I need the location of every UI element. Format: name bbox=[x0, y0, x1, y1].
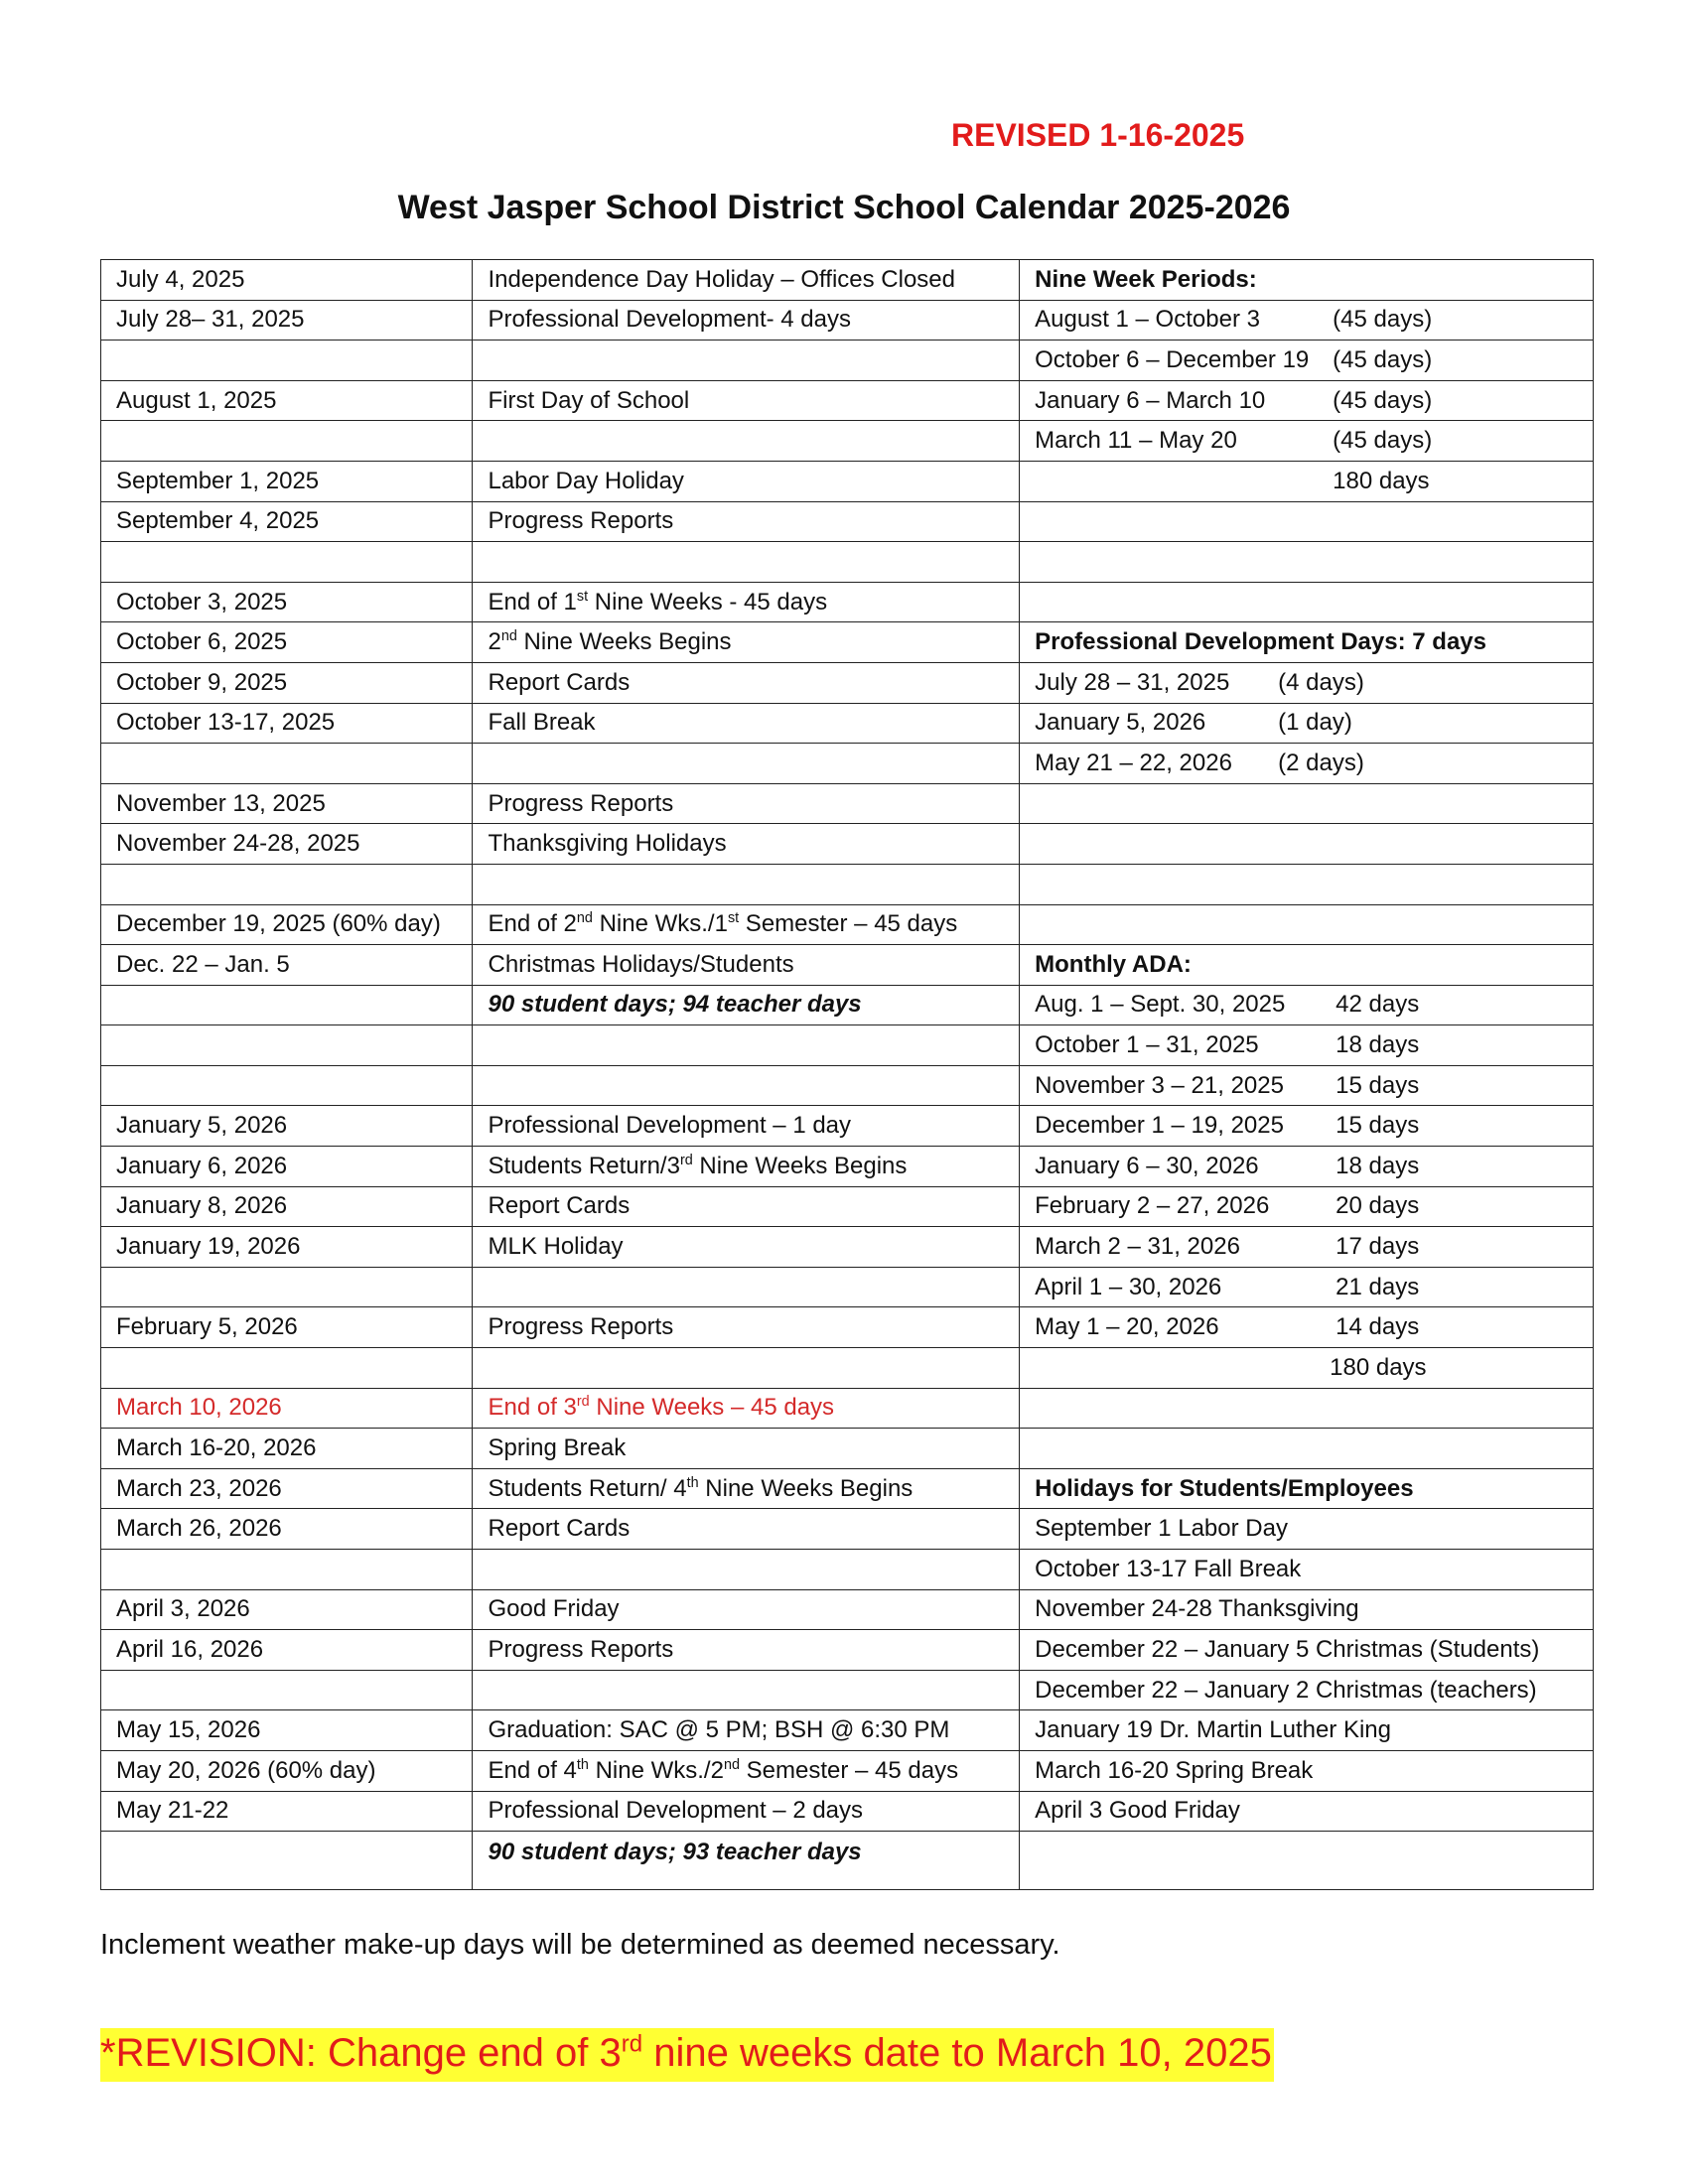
event-text: Christmas Holidays/Students bbox=[488, 950, 794, 978]
summary-text: December 22 – January 2 Christmas (teachers) bbox=[1035, 1676, 1537, 1704]
calendar-row bbox=[101, 1227, 1594, 1268]
period-label: May 1 – 20, 2026 bbox=[1035, 1313, 1219, 1341]
event-text: End of 3 bbox=[488, 1394, 577, 1422]
calendar-row bbox=[101, 1710, 1594, 1751]
event-text: Progress Reports bbox=[488, 789, 674, 817]
event-cell bbox=[473, 1509, 1020, 1550]
event-text: Progress Reports bbox=[488, 1635, 674, 1663]
event-cell bbox=[473, 1348, 1020, 1389]
summary-cell bbox=[1020, 1670, 1594, 1710]
event-cell bbox=[473, 1791, 1020, 1832]
event-cell bbox=[473, 1832, 1020, 1890]
date-cell bbox=[101, 783, 473, 824]
calendar-row bbox=[101, 1550, 1594, 1590]
summary-cell bbox=[1020, 1307, 1594, 1348]
event-text: Labor Day Holiday bbox=[488, 467, 684, 494]
event-text: End of 1 bbox=[488, 588, 577, 615]
summary-cell bbox=[1020, 380, 1594, 421]
calendar-row bbox=[101, 945, 1594, 986]
event-text: Professional Development – 1 day bbox=[488, 1112, 852, 1140]
date-text: October 13-17, 2025 bbox=[116, 709, 336, 737]
date-cell bbox=[101, 1025, 473, 1066]
event-cell bbox=[473, 1025, 1020, 1066]
event-cell bbox=[473, 1468, 1020, 1509]
summary-text: January 19 Dr. Martin Luther King bbox=[1035, 1716, 1391, 1744]
period-label: March 11 – May 20 bbox=[1035, 427, 1237, 455]
event-cell bbox=[473, 1065, 1020, 1106]
event-cell bbox=[473, 864, 1020, 904]
calendar-row bbox=[101, 1468, 1594, 1509]
date-cell bbox=[101, 1710, 473, 1751]
summary-cell bbox=[1020, 582, 1594, 622]
period-label: December 1 – 19, 2025 bbox=[1035, 1112, 1284, 1140]
event-text: Professional Development- 4 days bbox=[488, 306, 852, 334]
date-text: July 28– 31, 2025 bbox=[116, 306, 305, 334]
event-cell bbox=[473, 1429, 1020, 1469]
event-cell bbox=[473, 300, 1020, 341]
event-text: Nine Weeks - 45 days bbox=[588, 588, 828, 615]
summary-cell bbox=[1020, 1589, 1594, 1630]
date-cell bbox=[101, 1106, 473, 1147]
period-days: (45 days) bbox=[1333, 386, 1433, 414]
date-cell bbox=[101, 1468, 473, 1509]
calendar-row bbox=[101, 783, 1594, 824]
period-days: (4 days) bbox=[1278, 668, 1364, 696]
calendar-row bbox=[101, 341, 1594, 381]
event-cell bbox=[473, 542, 1020, 583]
period-label: January 6 – March 10 bbox=[1035, 386, 1266, 414]
event-cell bbox=[473, 1630, 1020, 1671]
event-cell bbox=[473, 421, 1020, 462]
period-days: 14 days bbox=[1336, 1313, 1420, 1341]
event-cell bbox=[473, 461, 1020, 501]
calendar-row bbox=[101, 582, 1594, 622]
total-days: 180 days bbox=[1333, 467, 1430, 494]
date-cell bbox=[101, 703, 473, 744]
calendar-row bbox=[101, 1267, 1594, 1307]
date-text: March 23, 2026 bbox=[116, 1474, 282, 1502]
period-days: 15 days bbox=[1336, 1112, 1420, 1140]
page-title: West Jasper School District School Calendar 2025-2026 bbox=[397, 189, 1291, 226]
event-text: Nine Weeks Begins bbox=[692, 1152, 908, 1179]
calendar-row bbox=[101, 300, 1594, 341]
calendar-row bbox=[101, 703, 1594, 744]
date-cell bbox=[101, 1388, 473, 1429]
event-cell bbox=[473, 501, 1020, 542]
summary-cell bbox=[1020, 1267, 1594, 1307]
event-cell bbox=[473, 1670, 1020, 1710]
event-text: 90 student days; 93 teacher days bbox=[488, 1839, 862, 1866]
summary-cell bbox=[1020, 1791, 1594, 1832]
date-cell bbox=[101, 1832, 473, 1890]
calendar-row bbox=[101, 421, 1594, 462]
summary-cell bbox=[1020, 824, 1594, 865]
event-text: Students Return/ 4 bbox=[488, 1474, 687, 1502]
period-label: February 2 – 27, 2026 bbox=[1035, 1192, 1270, 1220]
calendar-row bbox=[101, 1348, 1594, 1389]
calendar-row bbox=[101, 1388, 1594, 1429]
event-text: Thanksgiving Holidays bbox=[488, 830, 727, 858]
date-text: August 1, 2025 bbox=[116, 386, 277, 414]
date-cell bbox=[101, 904, 473, 945]
period-days: (45 days) bbox=[1333, 345, 1433, 373]
event-cell bbox=[473, 783, 1020, 824]
summary-text: April 3 Good Friday bbox=[1035, 1797, 1240, 1825]
event-text: MLK Holiday bbox=[488, 1233, 624, 1261]
inclement-weather-note: Inclement weather make-up days will be determined as deemed necessary. bbox=[100, 1929, 1060, 1961]
date-cell bbox=[101, 945, 473, 986]
calendar-row bbox=[101, 904, 1594, 945]
calendar-row bbox=[101, 824, 1594, 865]
event-text: Nine Wks./2 bbox=[588, 1756, 724, 1784]
summary-cell bbox=[1020, 1750, 1594, 1791]
event-text: 2 bbox=[488, 628, 501, 656]
event-text: First Day of School bbox=[488, 386, 690, 414]
summary-cell bbox=[1020, 1227, 1594, 1268]
summary-cell bbox=[1020, 904, 1594, 945]
event-cell bbox=[473, 703, 1020, 744]
date-cell bbox=[101, 1147, 473, 1187]
date-cell bbox=[101, 1589, 473, 1630]
event-text: Spring Break bbox=[488, 1434, 627, 1462]
calendar-row bbox=[101, 542, 1594, 583]
event-text: Nine Weeks Begins bbox=[516, 628, 732, 656]
calendar-row bbox=[101, 1750, 1594, 1791]
date-cell bbox=[101, 662, 473, 703]
event-text: Report Cards bbox=[488, 668, 631, 696]
summary-cell bbox=[1020, 1429, 1594, 1469]
event-text: Fall Break bbox=[488, 709, 596, 737]
event-text: End of 2 bbox=[488, 910, 577, 938]
calendar-row bbox=[101, 1147, 1594, 1187]
calendar-row bbox=[101, 1429, 1594, 1469]
event-ordinal-suffix: nd bbox=[723, 1756, 740, 1773]
calendar-row bbox=[101, 1630, 1594, 1671]
date-text: April 3, 2026 bbox=[116, 1595, 250, 1623]
event-cell bbox=[473, 1267, 1020, 1307]
period-days: 42 days bbox=[1336, 991, 1420, 1019]
date-cell bbox=[101, 1509, 473, 1550]
date-cell bbox=[101, 864, 473, 904]
summary-cell bbox=[1020, 1388, 1594, 1429]
summary-cell bbox=[1020, 1065, 1594, 1106]
period-days: 17 days bbox=[1336, 1233, 1420, 1261]
calendar-row bbox=[101, 1065, 1594, 1106]
date-text: January 6, 2026 bbox=[116, 1152, 288, 1179]
date-text: January 5, 2026 bbox=[116, 1112, 288, 1140]
revision-notice-sup: rd bbox=[621, 2030, 643, 2058]
date-cell bbox=[101, 461, 473, 501]
date-text: November 24-28, 2025 bbox=[116, 830, 360, 858]
period-label: April 1 – 30, 2026 bbox=[1035, 1273, 1222, 1300]
event-ordinal-suffix: rd bbox=[576, 1394, 590, 1411]
summary-cell bbox=[1020, 1106, 1594, 1147]
summary-cell bbox=[1020, 260, 1594, 301]
date-cell bbox=[101, 582, 473, 622]
event-cell bbox=[473, 945, 1020, 986]
summary-cell bbox=[1020, 1147, 1594, 1187]
calendar-row bbox=[101, 1106, 1594, 1147]
calendar-row bbox=[101, 662, 1594, 703]
calendar-row bbox=[101, 1025, 1594, 1066]
event-cell bbox=[473, 744, 1020, 784]
event-ordinal-suffix: st bbox=[576, 588, 589, 605]
section-heading: Professional Development Days: 7 days bbox=[1035, 628, 1486, 656]
date-text: October 3, 2025 bbox=[116, 588, 288, 615]
date-text: Dec. 22 – Jan. 5 bbox=[116, 950, 290, 978]
event-text: Independence Day Holiday – Offices Closed bbox=[488, 265, 955, 293]
event-text: 90 student days; 94 teacher days bbox=[488, 991, 862, 1019]
date-text: December 19, 2025 (60% day) bbox=[116, 910, 441, 938]
date-text: February 5, 2026 bbox=[116, 1313, 298, 1341]
date-text: May 15, 2026 bbox=[116, 1716, 261, 1744]
event-cell bbox=[473, 622, 1020, 663]
summary-cell bbox=[1020, 703, 1594, 744]
summary-cell bbox=[1020, 461, 1594, 501]
period-days: (45 days) bbox=[1333, 306, 1433, 334]
event-text: Progress Reports bbox=[488, 507, 674, 535]
period-label: October 6 – December 19 bbox=[1035, 345, 1310, 373]
summary-cell bbox=[1020, 945, 1594, 986]
calendar-table bbox=[100, 259, 1594, 1890]
date-cell bbox=[101, 421, 473, 462]
calendar-row bbox=[101, 1832, 1594, 1890]
event-cell bbox=[473, 341, 1020, 381]
period-days: 21 days bbox=[1336, 1273, 1420, 1300]
date-text: April 16, 2026 bbox=[116, 1635, 264, 1663]
summary-cell bbox=[1020, 1550, 1594, 1590]
date-text: November 13, 2025 bbox=[116, 789, 326, 817]
event-cell bbox=[473, 1106, 1020, 1147]
event-text: Good Friday bbox=[488, 1595, 620, 1623]
section-heading: Holidays for Students/Employees bbox=[1035, 1474, 1414, 1502]
event-cell bbox=[473, 662, 1020, 703]
date-text: May 20, 2026 (60% day) bbox=[116, 1756, 376, 1784]
summary-text: December 22 – January 5 Christmas (Students) bbox=[1035, 1635, 1540, 1663]
date-cell bbox=[101, 1750, 473, 1791]
date-text: May 21-22 bbox=[116, 1797, 229, 1825]
event-cell bbox=[473, 1307, 1020, 1348]
date-cell bbox=[101, 744, 473, 784]
revised-date-label: REVISED 1-16-2025 bbox=[951, 117, 1245, 153]
date-cell bbox=[101, 1550, 473, 1590]
date-text: March 10, 2026 bbox=[116, 1394, 282, 1422]
summary-cell bbox=[1020, 1630, 1594, 1671]
period-days: 20 days bbox=[1336, 1192, 1420, 1220]
calendar-row bbox=[101, 260, 1594, 301]
summary-text: March 16-20 Spring Break bbox=[1035, 1756, 1314, 1784]
calendar-row bbox=[101, 501, 1594, 542]
calendar-row bbox=[101, 461, 1594, 501]
event-text: End of 4 bbox=[488, 1756, 577, 1784]
event-cell bbox=[473, 824, 1020, 865]
period-label: July 28 – 31, 2025 bbox=[1035, 668, 1230, 696]
event-cell bbox=[473, 904, 1020, 945]
event-ordinal-suffix: th bbox=[686, 1474, 699, 1491]
summary-cell bbox=[1020, 421, 1594, 462]
summary-cell bbox=[1020, 622, 1594, 663]
summary-cell bbox=[1020, 662, 1594, 703]
event-text: Nine Wks./1 bbox=[592, 910, 728, 938]
period-days: (1 day) bbox=[1278, 709, 1352, 737]
event-cell bbox=[473, 1186, 1020, 1227]
event-cell bbox=[473, 260, 1020, 301]
calendar-row bbox=[101, 1509, 1594, 1550]
period-label: January 5, 2026 bbox=[1035, 709, 1206, 737]
date-text: January 19, 2026 bbox=[116, 1233, 301, 1261]
summary-cell bbox=[1020, 1186, 1594, 1227]
event-text: Semester – 45 days bbox=[739, 910, 958, 938]
date-cell bbox=[101, 1630, 473, 1671]
calendar-table-body bbox=[101, 260, 1594, 1890]
summary-cell bbox=[1020, 985, 1594, 1025]
event-cell bbox=[473, 582, 1020, 622]
period-days: (45 days) bbox=[1333, 427, 1433, 455]
event-ordinal-suffix: st bbox=[727, 910, 740, 927]
calendar-row bbox=[101, 1307, 1594, 1348]
summary-cell bbox=[1020, 744, 1594, 784]
date-text: March 16-20, 2026 bbox=[116, 1434, 317, 1462]
event-cell bbox=[473, 1710, 1020, 1751]
summary-cell bbox=[1020, 300, 1594, 341]
section-heading: Nine Week Periods: bbox=[1035, 265, 1257, 293]
date-cell bbox=[101, 1791, 473, 1832]
date-cell bbox=[101, 1429, 473, 1469]
event-cell bbox=[473, 1388, 1020, 1429]
date-cell bbox=[101, 260, 473, 301]
calendar-row bbox=[101, 1186, 1594, 1227]
date-text: March 26, 2026 bbox=[116, 1515, 282, 1543]
event-text: Report Cards bbox=[488, 1515, 631, 1543]
period-label: March 2 – 31, 2026 bbox=[1035, 1233, 1240, 1261]
calendar-row bbox=[101, 864, 1594, 904]
revision-notice-pre: *REVISION: Change end of 3 bbox=[100, 2031, 622, 2075]
date-cell bbox=[101, 1227, 473, 1268]
date-cell bbox=[101, 1307, 473, 1348]
total-days: 180 days bbox=[1330, 1353, 1427, 1381]
event-text: Graduation: SAC @ 5 PM; BSH @ 6:30 PM bbox=[488, 1716, 950, 1744]
event-text: Progress Reports bbox=[488, 1313, 674, 1341]
event-text: Nine Weeks – 45 days bbox=[589, 1394, 835, 1422]
event-ordinal-suffix: nd bbox=[576, 910, 593, 927]
event-cell bbox=[473, 1147, 1020, 1187]
date-cell bbox=[101, 1348, 473, 1389]
event-cell bbox=[473, 1750, 1020, 1791]
event-cell bbox=[473, 1550, 1020, 1590]
event-text: Nine Weeks Begins bbox=[698, 1474, 914, 1502]
period-days: 18 days bbox=[1336, 1152, 1420, 1179]
period-label: August 1 – October 3 bbox=[1035, 306, 1260, 334]
date-cell bbox=[101, 341, 473, 381]
summary-cell bbox=[1020, 501, 1594, 542]
date-cell bbox=[101, 542, 473, 583]
date-cell bbox=[101, 985, 473, 1025]
date-cell bbox=[101, 1186, 473, 1227]
period-label: January 6 – 30, 2026 bbox=[1035, 1152, 1259, 1179]
period-days: 15 days bbox=[1336, 1071, 1420, 1099]
date-cell bbox=[101, 622, 473, 663]
summary-cell bbox=[1020, 542, 1594, 583]
date-text: September 1, 2025 bbox=[116, 467, 320, 494]
event-cell bbox=[473, 1589, 1020, 1630]
event-text: Professional Development – 2 days bbox=[488, 1797, 864, 1825]
date-text: January 8, 2026 bbox=[116, 1192, 288, 1220]
summary-cell bbox=[1020, 341, 1594, 381]
event-ordinal-suffix: nd bbox=[500, 628, 517, 645]
event-ordinal-suffix: rd bbox=[679, 1152, 693, 1168]
period-label: May 21 – 22, 2026 bbox=[1035, 749, 1232, 776]
event-cell bbox=[473, 380, 1020, 421]
event-text: Semester – 45 days bbox=[739, 1756, 959, 1784]
summary-cell bbox=[1020, 864, 1594, 904]
period-days: (2 days) bbox=[1278, 749, 1364, 776]
calendar-row bbox=[101, 1670, 1594, 1710]
event-ordinal-suffix: th bbox=[576, 1756, 589, 1773]
date-cell bbox=[101, 501, 473, 542]
event-cell bbox=[473, 1227, 1020, 1268]
summary-text: September 1 Labor Day bbox=[1035, 1515, 1288, 1543]
period-label: Aug. 1 – Sept. 30, 2025 bbox=[1035, 991, 1286, 1019]
summary-text: October 13-17 Fall Break bbox=[1035, 1555, 1302, 1582]
date-text: July 4, 2025 bbox=[116, 265, 245, 293]
calendar-row bbox=[101, 1589, 1594, 1630]
event-text: Report Cards bbox=[488, 1192, 631, 1220]
section-heading: Monthly ADA: bbox=[1035, 950, 1192, 978]
event-text: Students Return/3 bbox=[488, 1152, 680, 1179]
summary-cell bbox=[1020, 783, 1594, 824]
date-text: October 9, 2025 bbox=[116, 668, 288, 696]
date-text: October 6, 2025 bbox=[116, 628, 288, 656]
date-cell bbox=[101, 380, 473, 421]
revision-notice bbox=[100, 2028, 1274, 2082]
summary-cell bbox=[1020, 1348, 1594, 1389]
date-cell bbox=[101, 300, 473, 341]
summary-cell bbox=[1020, 1025, 1594, 1066]
date-cell bbox=[101, 824, 473, 865]
summary-cell bbox=[1020, 1509, 1594, 1550]
summary-text: November 24-28 Thanksgiving bbox=[1035, 1595, 1359, 1623]
date-cell bbox=[101, 1267, 473, 1307]
event-cell bbox=[473, 985, 1020, 1025]
date-cell bbox=[101, 1065, 473, 1106]
period-label: October 1 – 31, 2025 bbox=[1035, 1031, 1259, 1059]
date-text: September 4, 2025 bbox=[116, 507, 320, 535]
calendar-row bbox=[101, 985, 1594, 1025]
calendar-row bbox=[101, 744, 1594, 784]
date-cell bbox=[101, 1670, 473, 1710]
period-label: November 3 – 21, 2025 bbox=[1035, 1071, 1284, 1099]
calendar-row bbox=[101, 622, 1594, 663]
calendar-row bbox=[101, 380, 1594, 421]
revision-notice-post: nine weeks date to March 10, 2025 bbox=[642, 2031, 1272, 2075]
summary-cell bbox=[1020, 1710, 1594, 1751]
summary-cell bbox=[1020, 1468, 1594, 1509]
period-days: 18 days bbox=[1336, 1031, 1420, 1059]
summary-cell bbox=[1020, 1832, 1594, 1890]
calendar-row bbox=[101, 1791, 1594, 1832]
